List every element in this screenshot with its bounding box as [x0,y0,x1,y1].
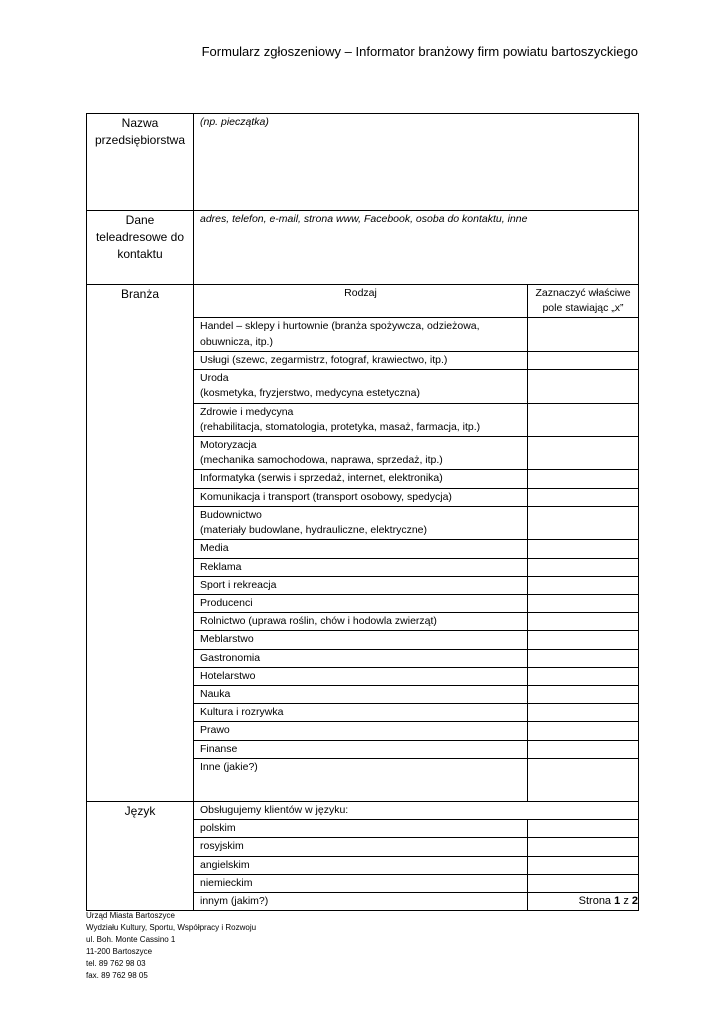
footer-line: fax. 89 762 98 05 [86,971,148,980]
industry-option-label: Producenci [194,594,528,612]
industry-checkbox-cell[interactable] [528,370,639,403]
industry-option-label: Finanse [194,740,528,758]
footer-line: Wydziału Kultury, Sportu, Współpracy i Rozwoju [86,923,257,932]
language-option-label: angielskim [194,856,528,874]
contact-row [87,211,639,285]
industry-checkbox-cell[interactable] [528,540,639,558]
industry-checkbox-cell[interactable] [528,704,639,722]
company-name-hint: (np. pieczątka) [200,116,269,128]
industry-checkbox-cell[interactable] [528,631,639,649]
footer-line: ul. Boh. Monte Cassino 1 [86,935,176,944]
footer-address [86,910,256,982]
industry-checkbox-cell[interactable] [528,722,639,740]
industry-checkbox-cell[interactable] [528,649,639,667]
footer-line: Urząd Miasta Bartoszyce [86,911,175,920]
page-number [579,895,638,907]
industry-option-label: Budownictwo (materiały budowlane, hydrauliczne, elektryczne) [194,506,528,539]
industry-checkbox-cell[interactable] [528,470,639,488]
document-title: Formularz zgłoszeniowy – Informator branżowy firm powiatu bartoszyckiego [201,44,638,59]
language-option-label: innym (jakim?) [194,893,528,911]
industry-option-label: Informatyka (serwis i sprzedaż, internet, elektronika) [194,470,528,488]
language-checkbox-cell[interactable] [528,820,639,838]
industry-option-label: Nauka [194,686,528,704]
industry-option-label: Usługi (szewc, zegarmistrz, fotograf, krawiectwo, itp.) [194,351,528,369]
industry-label: Branża [87,285,194,802]
industry-header-row [87,285,639,318]
industry-option-label: Motoryzacja (mechanika samochodowa, naprawa, sprzedaż, itp.) [194,436,528,469]
language-header-row [87,801,639,819]
contact-label: Dane teleadresowe do kontaktu [87,211,194,285]
language-checkbox-cell[interactable] [528,874,639,892]
industry-checkbox-cell[interactable] [528,506,639,539]
industry-option-label: Inne (jakie?) [194,758,528,801]
page-current: 1 [614,895,621,907]
industry-option-label: Handel – sklepy i hurtownie (branża spożywcza, odzieżowa, obuwnicza, itp.) [194,318,528,351]
industry-checkbox-cell[interactable] [528,758,639,801]
language-option-label: polskim [194,820,528,838]
language-header: Obsługujemy klientów w języku: [194,801,639,819]
page-prefix: Strona [578,895,612,907]
industry-option-label: Reklama [194,558,528,576]
footer-line: 11-200 Bartoszyce [86,947,153,956]
industry-checkbox-cell[interactable] [528,613,639,631]
language-option-label: rosyjskim [194,838,528,856]
industry-option-label: Media [194,540,528,558]
language-option-label: niemieckim [194,874,528,892]
industry-option-label: Uroda (kosmetyka, fryzjerstwo, medycyna estetyczna) [194,370,528,403]
contact-hint: adres, telefon, e-mail, strona www, Facebook, osoba do kontaktu, inne [200,213,528,225]
page-total: 2 [631,895,638,907]
industry-option-label: Komunikacja i transport (transport osobowy, spedycja) [194,488,528,506]
industry-option-label: Prawo [194,722,528,740]
industry-checkbox-cell[interactable] [528,318,639,351]
industry-checkbox-cell[interactable] [528,403,639,436]
page-sep: z [623,895,629,907]
footer-line: tel. 89 762 98 03 [86,959,146,968]
contact-field[interactable] [194,211,639,285]
industry-option-label: Zdrowie i medycyna (rehabilitacja, stomatologia, protetyka, masaż, farmacja, itp.) [194,403,528,436]
industry-option-label: Hotelarstwo [194,667,528,685]
industry-option-label: Kultura i rozrywka [194,704,528,722]
industry-checkbox-cell[interactable] [528,436,639,469]
industry-option-label: Meblarstwo [194,631,528,649]
company-name-row [87,114,639,211]
industry-col-type: Rodzaj [194,285,528,318]
company-name-field[interactable] [194,114,639,211]
industry-checkbox-cell[interactable] [528,558,639,576]
application-form-table [86,113,639,911]
language-checkbox-cell[interactable] [528,838,639,856]
industry-checkbox-cell[interactable] [528,740,639,758]
industry-option-label: Rolnictwo (uprawa roślin, chów i hodowla zwierząt) [194,613,528,631]
industry-option-label: Gastronomia [194,649,528,667]
language-label: Język [87,801,194,910]
industry-checkbox-cell[interactable] [528,686,639,704]
industry-checkbox-cell[interactable] [528,488,639,506]
industry-checkbox-cell[interactable] [528,594,639,612]
company-name-label: Nazwa przedsiębiorstwa [87,114,194,211]
industry-checkbox-cell[interactable] [528,576,639,594]
industry-checkbox-cell[interactable] [528,667,639,685]
language-checkbox-cell[interactable] [528,856,639,874]
industry-option-label: Sport i rekreacja [194,576,528,594]
industry-checkbox-cell[interactable] [528,351,639,369]
industry-col-mark: Zaznaczyć właściwe pole stawiając „x” [528,285,639,318]
